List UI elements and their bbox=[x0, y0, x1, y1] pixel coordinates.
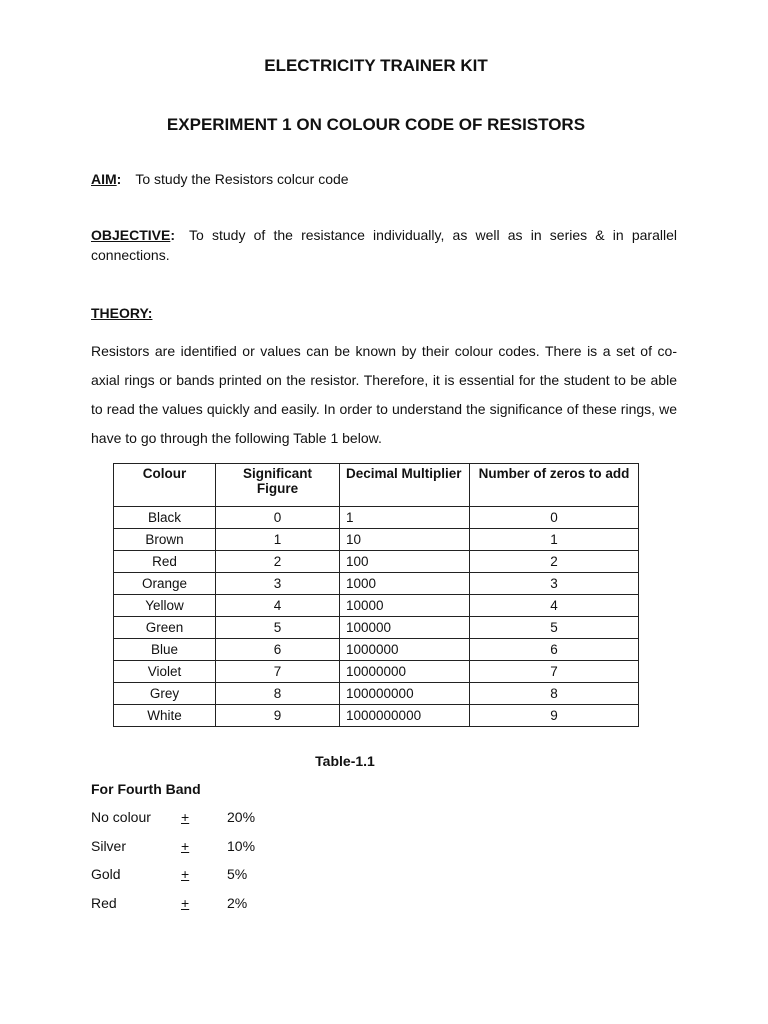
theory-heading bbox=[91, 303, 152, 323]
colour-cell: Red bbox=[114, 551, 216, 573]
aim-label: AIM bbox=[91, 171, 117, 187]
aim-colon: : bbox=[116, 171, 122, 187]
theory-paragraph: Resistors are identified or values can be known by their colour codes. There is a set of co-axial rings or bands printed on the resistor. Therefore, it is essential for the student to be able to read the values quickly and easily. In order to understand the significance of these rings, we have to go through the following Table 1 below. bbox=[91, 343, 677, 446]
table-body bbox=[114, 507, 639, 727]
table-row bbox=[114, 705, 639, 727]
zeros-to-add-cell: 4 bbox=[470, 595, 639, 617]
significant-figure-cell: 9 bbox=[216, 705, 340, 727]
decimal-multiplier-cell: 10000000 bbox=[340, 661, 470, 683]
objective-label: OBJECTIVE bbox=[91, 227, 171, 243]
theory-label: THEORY: bbox=[91, 305, 153, 321]
zeros-to-add-cell: 5 bbox=[470, 617, 639, 639]
header-decimal-multiplier: Decimal Multiplier bbox=[340, 464, 470, 507]
colour-cell: Grey bbox=[114, 683, 216, 705]
plus-minus-sign: + bbox=[181, 809, 190, 825]
plus-minus-sign: + bbox=[181, 895, 190, 911]
significant-figure-cell: 4 bbox=[216, 595, 340, 617]
colour-cell: Violet bbox=[114, 661, 216, 683]
objective-paragraph bbox=[91, 225, 677, 265]
aim-line bbox=[91, 169, 349, 189]
decimal-multiplier-cell: 100000 bbox=[340, 617, 470, 639]
header-significant-figure: Significant Figure bbox=[216, 464, 340, 507]
header-colour: Colour bbox=[114, 464, 216, 507]
table-row bbox=[114, 617, 639, 639]
plus-minus-sign: + bbox=[181, 838, 190, 854]
significant-figure-cell: 0 bbox=[216, 507, 340, 529]
significant-figure-cell: 2 bbox=[216, 551, 340, 573]
colour-cell: Green bbox=[114, 617, 216, 639]
fourth-band-heading: For Fourth Band bbox=[91, 781, 201, 797]
colour-cell: Orange bbox=[114, 573, 216, 595]
decimal-multiplier-cell: 100000000 bbox=[340, 683, 470, 705]
colour-cell: Black bbox=[114, 507, 216, 529]
colour-cell: White bbox=[114, 705, 216, 727]
zeros-to-add-cell: 9 bbox=[470, 705, 639, 727]
significant-figure-cell: 7 bbox=[216, 661, 340, 683]
experiment-title: EXPERIMENT 1 ON COLOUR CODE OF RESISTORS bbox=[166, 115, 586, 134]
band-tolerance: 20% bbox=[227, 809, 256, 825]
zeros-to-add-cell: 1 bbox=[470, 529, 639, 551]
significant-figure-cell: 8 bbox=[216, 683, 340, 705]
header-zeros-to-add: Number of zeros to add bbox=[470, 464, 639, 507]
objective-text: To study of the resistance individually, as well as in series & in parallel connections. bbox=[91, 227, 677, 263]
colour-cell: Brown bbox=[114, 529, 216, 551]
band-colour: Gold bbox=[91, 866, 121, 882]
zeros-to-add-cell: 7 bbox=[470, 661, 639, 683]
zeros-to-add-cell: 3 bbox=[470, 573, 639, 595]
decimal-multiplier-cell: 1000000 bbox=[340, 639, 470, 661]
table-row bbox=[114, 661, 639, 683]
decimal-multiplier-cell: 1000 bbox=[340, 573, 470, 595]
band-tolerance: 5% bbox=[227, 866, 248, 882]
aim-text: To study the Resistors colcur code bbox=[135, 171, 349, 187]
plus-minus-sign: + bbox=[181, 866, 190, 882]
table-row bbox=[114, 573, 639, 595]
zeros-to-add-cell: 2 bbox=[470, 551, 639, 573]
table-header-row bbox=[114, 464, 639, 507]
band-colour: Red bbox=[91, 895, 117, 911]
table-row bbox=[114, 595, 639, 617]
significant-figure-cell: 3 bbox=[216, 573, 340, 595]
band-colour: No colour bbox=[91, 809, 151, 825]
band-colour: Silver bbox=[91, 838, 127, 854]
colour-code-table bbox=[113, 463, 639, 727]
table-row bbox=[114, 639, 639, 661]
decimal-multiplier-cell: 1 bbox=[340, 507, 470, 529]
document-title: ELECTRICITY TRAINER KIT bbox=[264, 56, 488, 75]
significant-figure-cell: 1 bbox=[216, 529, 340, 551]
colour-cell: Blue bbox=[114, 639, 216, 661]
significant-figure-cell: 6 bbox=[216, 639, 340, 661]
table-caption: Table-1.1 bbox=[315, 753, 375, 769]
band-tolerance: 10% bbox=[227, 838, 256, 854]
colour-cell: Yellow bbox=[114, 595, 216, 617]
table-row bbox=[114, 683, 639, 705]
band-tolerance: 2% bbox=[227, 895, 248, 911]
decimal-multiplier-cell: 10 bbox=[340, 529, 470, 551]
table-row bbox=[114, 551, 639, 573]
objective-colon: : bbox=[170, 227, 176, 243]
zeros-to-add-cell: 6 bbox=[470, 639, 639, 661]
decimal-multiplier-cell: 1000000000 bbox=[340, 705, 470, 727]
table-row bbox=[114, 507, 639, 529]
zeros-to-add-cell: 8 bbox=[470, 683, 639, 705]
table-row bbox=[114, 529, 639, 551]
decimal-multiplier-cell: 100 bbox=[340, 551, 470, 573]
zeros-to-add-cell: 0 bbox=[470, 507, 639, 529]
significant-figure-cell: 5 bbox=[216, 617, 340, 639]
decimal-multiplier-cell: 10000 bbox=[340, 595, 470, 617]
